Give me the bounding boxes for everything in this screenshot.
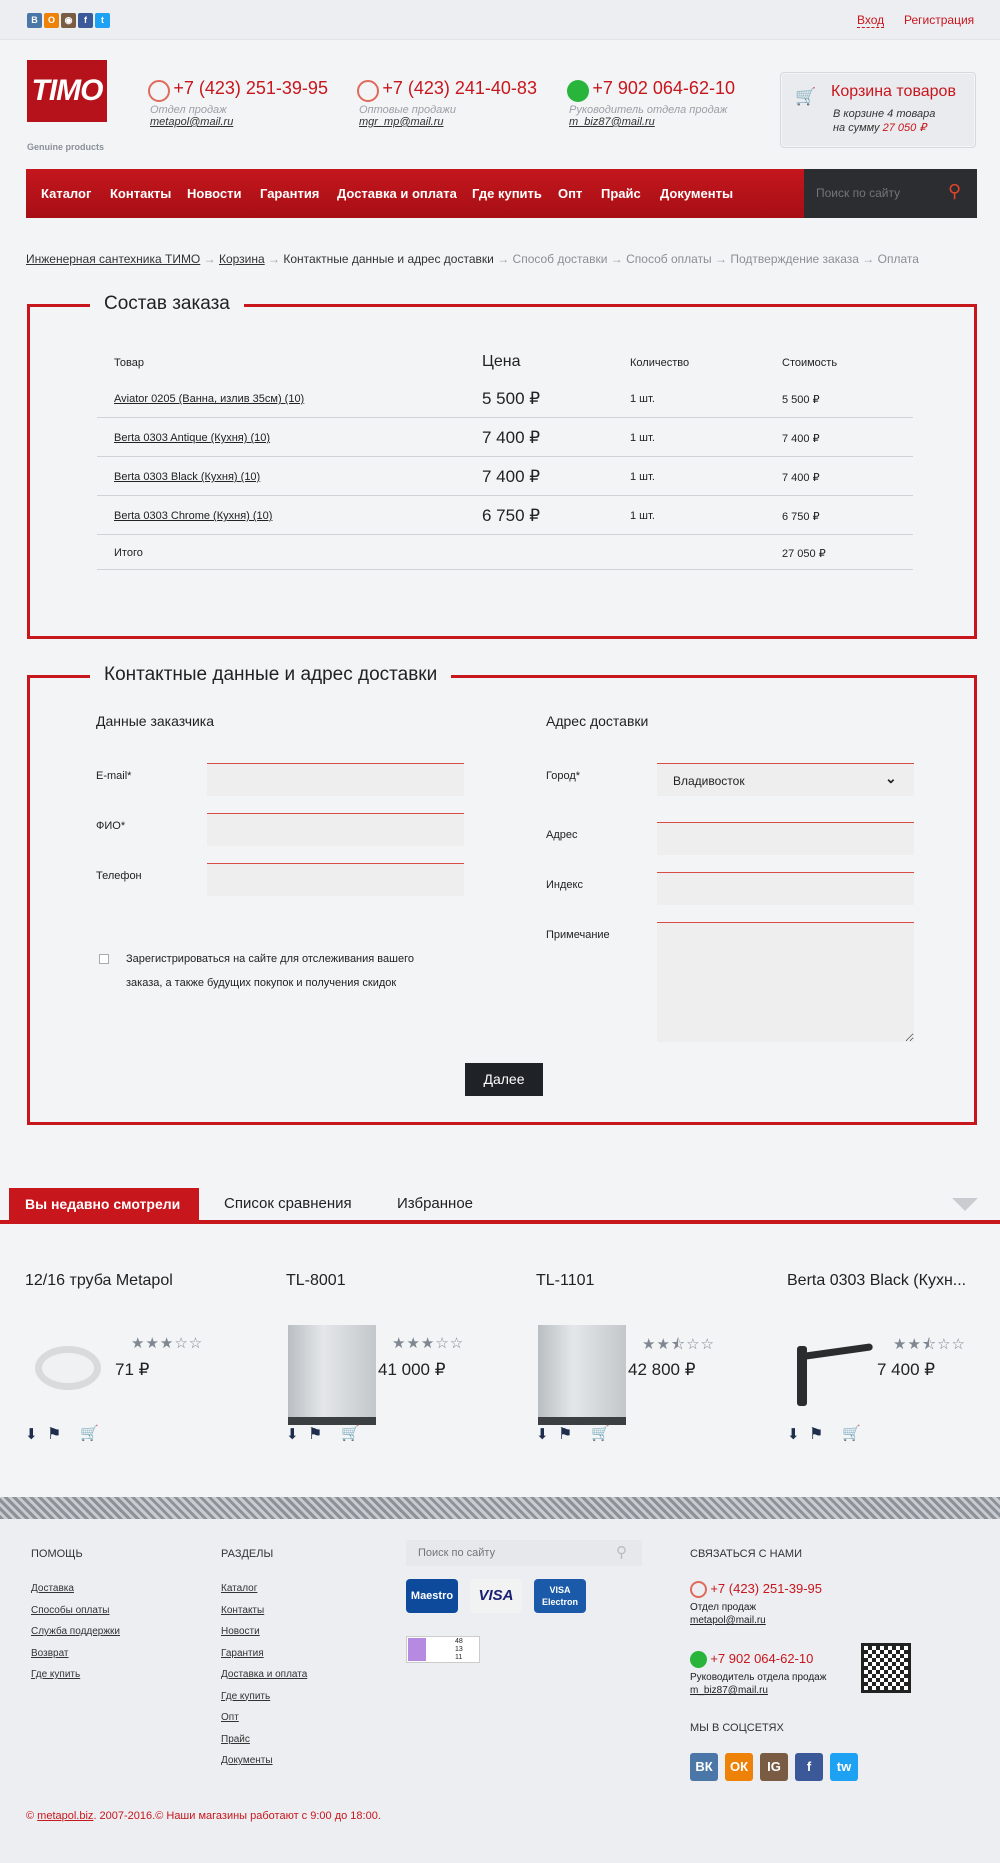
pipe-coil-icon: [35, 1346, 101, 1390]
product-price: 5 500 ₽: [482, 389, 541, 408]
cart-widget[interactable]: [780, 72, 976, 148]
register-text-line1: Зарегистрироваться на сайте для отслеживания вашего: [126, 953, 414, 965]
card-title[interactable]: TL-8001: [286, 1272, 346, 1289]
rating-stars: ★★★☆☆: [131, 1335, 204, 1352]
footer-sections-title: РАЗДЕЛЫ: [221, 1548, 274, 1560]
rating-stars: ★★⯪☆☆: [642, 1336, 715, 1353]
vk-icon[interactable]: В: [27, 13, 42, 28]
footer-phone-2: [690, 1651, 826, 1696]
chevron-down-icon: ⌄: [885, 770, 897, 786]
facebook-icon[interactable]: f: [795, 1753, 823, 1781]
phone-number[interactable]: +7 902 064-62-10: [592, 78, 735, 98]
footer-link[interactable]: Новости: [221, 1626, 260, 1637]
footer-link[interactable]: Где купить: [221, 1690, 271, 1702]
nav-item-where-to-buy[interactable]: Где купить: [472, 186, 542, 201]
card-title[interactable]: TL-1101: [536, 1272, 595, 1289]
table-row: [97, 418, 913, 458]
breadcrumb: [26, 252, 919, 266]
faucet-spout: [803, 1343, 873, 1360]
tab-compare[interactable]: Список сравнения: [224, 1195, 352, 1212]
order-summary-box: [27, 293, 977, 639]
product-qty: 1 шт.: [630, 393, 655, 405]
product-card: [536, 1270, 776, 1450]
copyright-prefix: ©: [26, 1810, 38, 1822]
total-value: 27 050 ₽: [782, 548, 826, 560]
product-image[interactable]: [288, 1325, 376, 1425]
flag-icon[interactable]: ⚑: [809, 1426, 824, 1443]
ok-icon[interactable]: О: [44, 13, 59, 28]
product-card: [787, 1270, 997, 1450]
footer-phone-number[interactable]: +7 902 064-62-10: [710, 1651, 814, 1666]
phone-field[interactable]: [207, 863, 464, 896]
tabs-underline: [0, 1220, 1000, 1224]
product-total: 7 400 ₽: [782, 472, 820, 484]
cart-title: Корзина товаров: [831, 83, 956, 100]
footer-link[interactable]: Доставка и оплата: [221, 1669, 308, 1680]
product-qty: 1 шт.: [630, 471, 655, 483]
phone-label: Телефон: [96, 870, 142, 882]
footer-phone-1: [690, 1581, 822, 1626]
breadcrumb-step-delivery: Способ доставки: [512, 252, 608, 266]
name-field[interactable]: [207, 813, 464, 846]
card-title[interactable]: Berta 0303 Black (Кухн...: [787, 1272, 967, 1289]
logo[interactable]: TIMO: [27, 60, 107, 122]
city-label: Город*: [546, 770, 581, 782]
facebook-icon[interactable]: f: [78, 13, 93, 28]
footer-search: [406, 1540, 642, 1566]
contact-form-title: Контактные данные и адрес доставки: [90, 664, 451, 686]
name-label: ФИО*: [96, 820, 126, 832]
cart-icon: 🛒: [795, 87, 817, 106]
breadcrumb-arrow-icon: →: [715, 252, 731, 266]
compare-icon[interactable]: ⬇: [286, 1426, 299, 1443]
footer-link[interactable]: Доставка: [31, 1583, 74, 1594]
card-price: 42 800 ₽: [628, 1360, 696, 1379]
note-label: Примечание: [546, 929, 610, 941]
col-header-product: Товар: [114, 357, 144, 369]
compare-icon[interactable]: ⬇: [25, 1426, 38, 1443]
breadcrumb-step-confirm: Подтверждение заказа: [730, 252, 859, 266]
product-card: [286, 1270, 526, 1450]
total-label: Итого: [114, 547, 143, 559]
collapse-arrow-icon[interactable]: [952, 1198, 978, 1211]
phone-number[interactable]: +7 (423) 251-39-95: [173, 78, 328, 98]
email-label: E-mail*: [96, 770, 132, 782]
flag-icon[interactable]: ⚑: [47, 1426, 62, 1443]
footer-phone-email[interactable]: metapol@mail.ru: [690, 1615, 766, 1627]
phone-number[interactable]: +7 (423) 241-40-83: [382, 78, 537, 98]
qr-code-icon: [861, 1643, 911, 1693]
copyright-text: . 2007-2016.© Наши магазины работают с 9:00 до 18:00.: [93, 1810, 381, 1822]
flag-icon[interactable]: ⚑: [308, 1426, 323, 1443]
counter-value: 13: [455, 1646, 463, 1653]
register-link[interactable]: Регистрация: [904, 13, 975, 27]
product-total: 5 500 ₽: [782, 394, 820, 406]
footer-link[interactable]: Гарантия: [221, 1647, 264, 1659]
cart-add-icon[interactable]: 🛒: [341, 1425, 360, 1442]
instagram-icon[interactable]: IG: [760, 1753, 788, 1781]
vk-icon[interactable]: ВК: [690, 1753, 718, 1781]
search-icon[interactable]: ⚲: [948, 181, 962, 201]
twitter-icon[interactable]: t: [95, 13, 110, 28]
contact-label: Руководитель отдела продаж: [569, 103, 728, 116]
footer-social-title: МЫ В СОЦСЕТЯХ: [690, 1722, 784, 1734]
breadcrumb-link-home[interactable]: Инженерная сантехника ТИМО: [26, 252, 201, 266]
footer-phone-label: Отдел продаж: [690, 1602, 757, 1614]
cart-sum-amount: 27 050 ₽: [882, 122, 927, 134]
breadcrumb-arrow-icon: →: [862, 252, 878, 266]
nav-item-documents[interactable]: Документы: [660, 186, 734, 201]
register-checkbox[interactable]: [99, 954, 109, 964]
footer-link[interactable]: Где купить: [31, 1669, 81, 1680]
visa-card-icon: VISA: [470, 1579, 522, 1613]
col-header-qty: Количество: [630, 357, 690, 369]
breadcrumb-arrow-icon: →: [203, 252, 219, 266]
product-link[interactable]: Aviator 0205 (Ванна, излив 35см) (10): [114, 393, 305, 405]
login-link[interactable]: Вход: [857, 13, 885, 27]
cart-sum: [833, 121, 926, 134]
search-icon[interactable]: ⚲: [616, 1544, 627, 1561]
maestro-card-icon: Maestro: [406, 1579, 458, 1613]
visa-electron-card-icon: VISA Electron: [534, 1579, 586, 1613]
breadcrumb-arrow-icon: →: [610, 252, 627, 266]
footer-link[interactable]: Способы оплаты: [31, 1604, 110, 1616]
cart-sum-label: на сумму: [833, 122, 883, 134]
footer-search-input[interactable]: [418, 1544, 598, 1562]
product-qty: 1 шт.: [630, 432, 655, 444]
card-price: 7 400 ₽: [877, 1360, 936, 1379]
breadcrumb-current: Контактные данные и адрес доставки: [283, 252, 494, 266]
contact-form-box: [27, 664, 977, 1125]
product-total: 6 750 ₽: [782, 511, 820, 523]
nav-item-price[interactable]: Прайс: [601, 186, 641, 201]
product-link[interactable]: Berta 0303 Antique (Кухня) (10): [114, 432, 271, 444]
site-search: [804, 169, 977, 218]
city-select[interactable]: [657, 763, 914, 796]
index-label: Индекс: [546, 879, 583, 891]
contact-block-3: [567, 78, 767, 128]
breadcrumb-step-payment: Способ оплаты: [626, 252, 712, 266]
product-image[interactable]: [791, 1328, 875, 1418]
contact-email[interactable]: metapol@mail.ru: [150, 115, 234, 128]
city-select-value: Владивосток: [673, 774, 745, 788]
contact-label: Оптовые продажи: [359, 103, 456, 116]
email-field[interactable]: [207, 763, 464, 796]
footer-link[interactable]: Служба поддержки: [31, 1626, 121, 1637]
note-field[interactable]: [657, 922, 914, 1042]
product-card: [25, 1270, 265, 1450]
cart-add-icon[interactable]: 🛒: [842, 1425, 861, 1442]
twitter-icon[interactable]: tw: [830, 1753, 858, 1781]
counter-logo-icon: [408, 1638, 426, 1661]
footer-phone-email[interactable]: m_biz87@mail.ru: [690, 1685, 768, 1697]
product-link[interactable]: Berta 0303 Chrome (Кухня) (10): [114, 510, 273, 522]
card-title[interactable]: 12/16 труба Metapol: [25, 1272, 173, 1289]
breadcrumb-arrow-icon: →: [497, 252, 513, 266]
next-button[interactable]: Далее: [465, 1063, 543, 1096]
counter-value: 48: [455, 1638, 463, 1645]
address-label: Адрес: [546, 829, 578, 841]
col-header-total: Стоимость: [782, 357, 838, 369]
copyright-link[interactable]: metapol.biz: [37, 1810, 94, 1822]
compare-icon[interactable]: ⬇: [536, 1426, 549, 1443]
copyright: [26, 1810, 381, 1822]
cart-add-icon[interactable]: 🛒: [591, 1425, 610, 1442]
footer-link[interactable]: Каталог: [221, 1583, 258, 1594]
tab-recent-label: Вы недавно смотрели: [25, 1196, 181, 1212]
cart-count: В корзине 4 товара: [833, 108, 936, 120]
table-row: [97, 496, 913, 536]
logo-subtitle: Genuine products: [27, 142, 105, 152]
customer-heading: Данные заказчика: [96, 713, 215, 729]
product-link[interactable]: Berta 0303 Black (Кухня) (10): [114, 471, 261, 483]
footer-help-links: [31, 1578, 120, 1686]
card-price: 41 000 ₽: [378, 1360, 446, 1379]
footer-link[interactable]: Документы: [221, 1755, 273, 1766]
product-qty: 1 шт.: [630, 510, 655, 522]
breadcrumb-arrow-icon: →: [268, 252, 284, 266]
table-row: [97, 379, 913, 419]
nav-item-warranty[interactable]: Гарантия: [260, 186, 320, 201]
rating-stars: ★★★☆☆: [392, 1335, 465, 1352]
contact-block-2: [357, 78, 547, 128]
contact-email[interactable]: m_biz87@mail.ru: [569, 115, 655, 128]
index-field[interactable]: [657, 872, 914, 905]
search-input[interactable]: [816, 183, 936, 203]
footer-help-title: ПОМОЩЬ: [31, 1548, 83, 1560]
counter-value: 11: [455, 1654, 463, 1661]
compare-icon[interactable]: ⬇: [787, 1426, 800, 1443]
product-price: 6 750 ₽: [482, 506, 541, 525]
nav-item-contacts[interactable]: Контакты: [110, 186, 172, 201]
breadcrumb-step-pay: Оплата: [877, 252, 919, 266]
instagram-icon[interactable]: ◉: [61, 13, 76, 28]
product-total: 7 400 ₽: [782, 433, 820, 445]
tab-favorites[interactable]: Избранное: [397, 1195, 474, 1212]
breadcrumb-link-cart[interactable]: Корзина: [218, 252, 265, 266]
product-price: 7 400 ₽: [482, 428, 541, 447]
rating-stars: ★★⯪☆☆: [893, 1336, 966, 1353]
product-image[interactable]: [27, 1338, 111, 1396]
address-field[interactable]: [657, 822, 914, 855]
visitor-counter[interactable]: [406, 1636, 480, 1663]
order-summary-title: Состав заказа: [90, 293, 244, 315]
footer-link[interactable]: Прайс: [221, 1733, 250, 1745]
nav-item-delivery[interactable]: Доставка и оплата: [337, 186, 457, 201]
address-heading: Адрес доставки: [546, 713, 649, 729]
table-row: [97, 457, 913, 497]
contact-block-1: [148, 78, 338, 128]
social-links-top: [27, 12, 112, 28]
whatsapp-icon: [567, 80, 589, 102]
ok-icon[interactable]: ОК: [725, 1753, 753, 1781]
phone-icon: [690, 1581, 707, 1598]
footer-ornament: [0, 1497, 1000, 1519]
contact-email[interactable]: mgr_mp@mail.ru: [359, 115, 444, 128]
nav-item-catalog[interactable]: Каталог: [41, 186, 92, 201]
phone-icon: [357, 80, 379, 102]
top-bar: [0, 0, 1000, 40]
footer-contact-title: СВЯЗАТЬСЯ С НАМИ: [690, 1548, 802, 1560]
card-price: 71 ₽: [115, 1360, 150, 1379]
total-row: [97, 535, 913, 571]
product-price: 7 400 ₽: [482, 467, 541, 486]
footer-phone-label: Руководитель отдела продаж: [690, 1672, 827, 1684]
col-header-price: Цена: [482, 353, 521, 370]
nav-item-wholesale[interactable]: Опт: [558, 186, 583, 201]
phone-icon: [148, 80, 170, 102]
whatsapp-icon: [690, 1651, 707, 1668]
footer-link[interactable]: Контакты: [221, 1604, 265, 1616]
footer-phone-number[interactable]: +7 (423) 251-39-95: [710, 1581, 823, 1596]
footer-sections-links: [221, 1578, 307, 1772]
nav-item-news[interactable]: Новости: [187, 186, 242, 201]
cart-add-icon[interactable]: 🛒: [80, 1425, 99, 1442]
product-image[interactable]: [538, 1325, 626, 1425]
tab-recent[interactable]: [9, 1188, 199, 1220]
flag-icon[interactable]: ⚑: [558, 1426, 573, 1443]
footer-link[interactable]: Опт: [221, 1712, 239, 1723]
row-divider: [97, 569, 913, 570]
register-text-line2: заказа, а также будущих покупок и получения скидок: [126, 977, 397, 989]
contact-label: Отдел продаж: [150, 103, 227, 116]
footer-link[interactable]: Возврат: [31, 1647, 69, 1659]
